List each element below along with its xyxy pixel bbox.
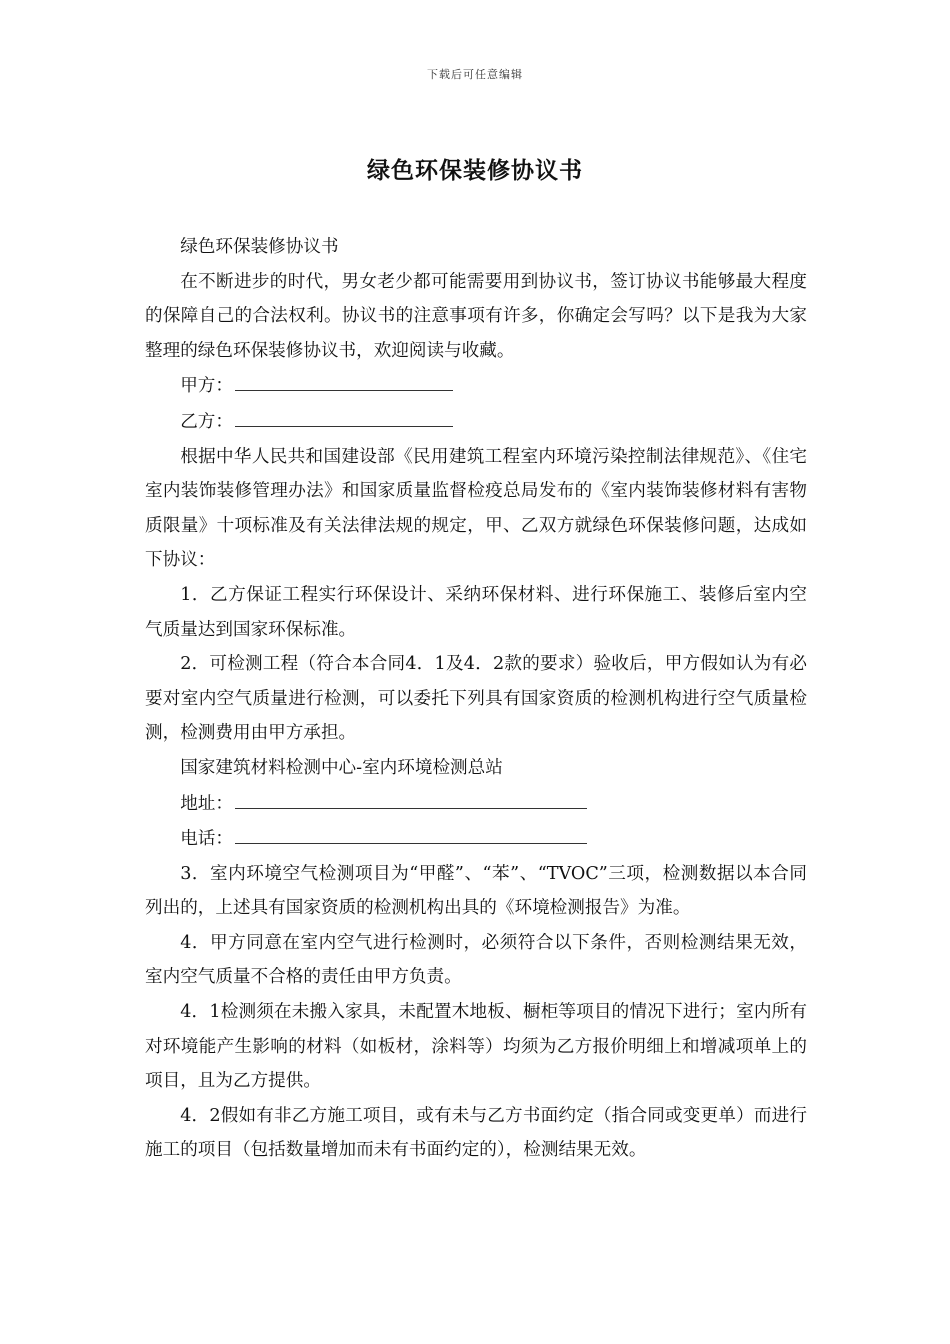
clause-3: 3．室内环境空气检测项目为“甲醛”、“苯”、“TVOC”三项，检测数据以本合同列出的，上述具有国家资质的检测机构出具的《环境检测报告》为准。 xyxy=(145,863,807,919)
clause-4-2: 4．2假如有非乙方施工项目，或有未与乙方书面约定（指合同或变更单）而进行施工的项目（包括数量增加而未有书面约定的），检测结果无效。 xyxy=(145,1105,807,1161)
document-subtitle: 绿色环保装修协议书 xyxy=(180,237,339,257)
party-b-line xyxy=(145,404,807,440)
clause-2: 2．可检测工程（符合本合同4．1及4．2款的要求）验收后，甲方假如认为有必要对室内空气质量进行检测，可以委托下列具有国家资质的检测机构进行空气质量检测，检测费用由甲方承担。 xyxy=(145,654,807,744)
party-a-blank xyxy=(235,368,453,391)
document-title: 绿色环保装修协议书 xyxy=(367,157,583,184)
clause-1: 1．乙方保证工程实行环保设计、采纳环保材料、进行环保施工、装修后室内空气质量达到国家环保标准。 xyxy=(145,584,807,640)
party-a-label: 甲方： xyxy=(180,376,233,397)
phone-label: 电话： xyxy=(180,829,233,850)
party-b-label: 乙方： xyxy=(180,411,233,432)
phone-line xyxy=(145,821,807,857)
clause-4: 4．甲方同意在室内空气进行检测时，必须符合以下条件，否则检测结果无效，室内空气质量不合格的责任由甲方负责。 xyxy=(145,932,807,988)
document-body xyxy=(145,230,807,1168)
agency-name: 国家建筑材料检测中心-室内环境检测总站 xyxy=(180,757,503,778)
intro-paragraph: 在不断进步的时代，男女老少都可能需要用到协议书，签订协议书能够最大程度的保障自己的合法权利。协议书的注意事项有许多，你确定会写吗？以下是我为大家整理的绿色环保装修协议书，欢迎阅读与收藏。 xyxy=(145,271,807,361)
preamble-paragraph: 根据中华人民共和国建设部《民用建筑工程室内环境污染控制法律规范》、《住宅室内装饰装修管理办法》和国家质量监督检疫总局发布的《室内装饰装修材料有害物质限量》十项标准及有关法律法规的规定，甲、乙双方就绿色环保装修问题，达成如下协议： xyxy=(145,446,807,571)
phone-blank xyxy=(235,821,587,844)
address-label: 地址： xyxy=(180,793,233,814)
clause-4-1: 4．1检测须在未搬入家具，未配置木地板、橱柜等项目的情况下进行；室内所有对环境能产生影响的材料（如板材，涂料等）均须为乙方报价明细上和增减项单上的项目，且为乙方提供。 xyxy=(145,1002,807,1092)
party-a-line xyxy=(145,368,807,404)
header-note: 下载后可任意编辑 xyxy=(427,68,523,81)
address-blank xyxy=(235,786,587,809)
address-line xyxy=(145,786,807,822)
party-b-blank xyxy=(235,404,453,427)
